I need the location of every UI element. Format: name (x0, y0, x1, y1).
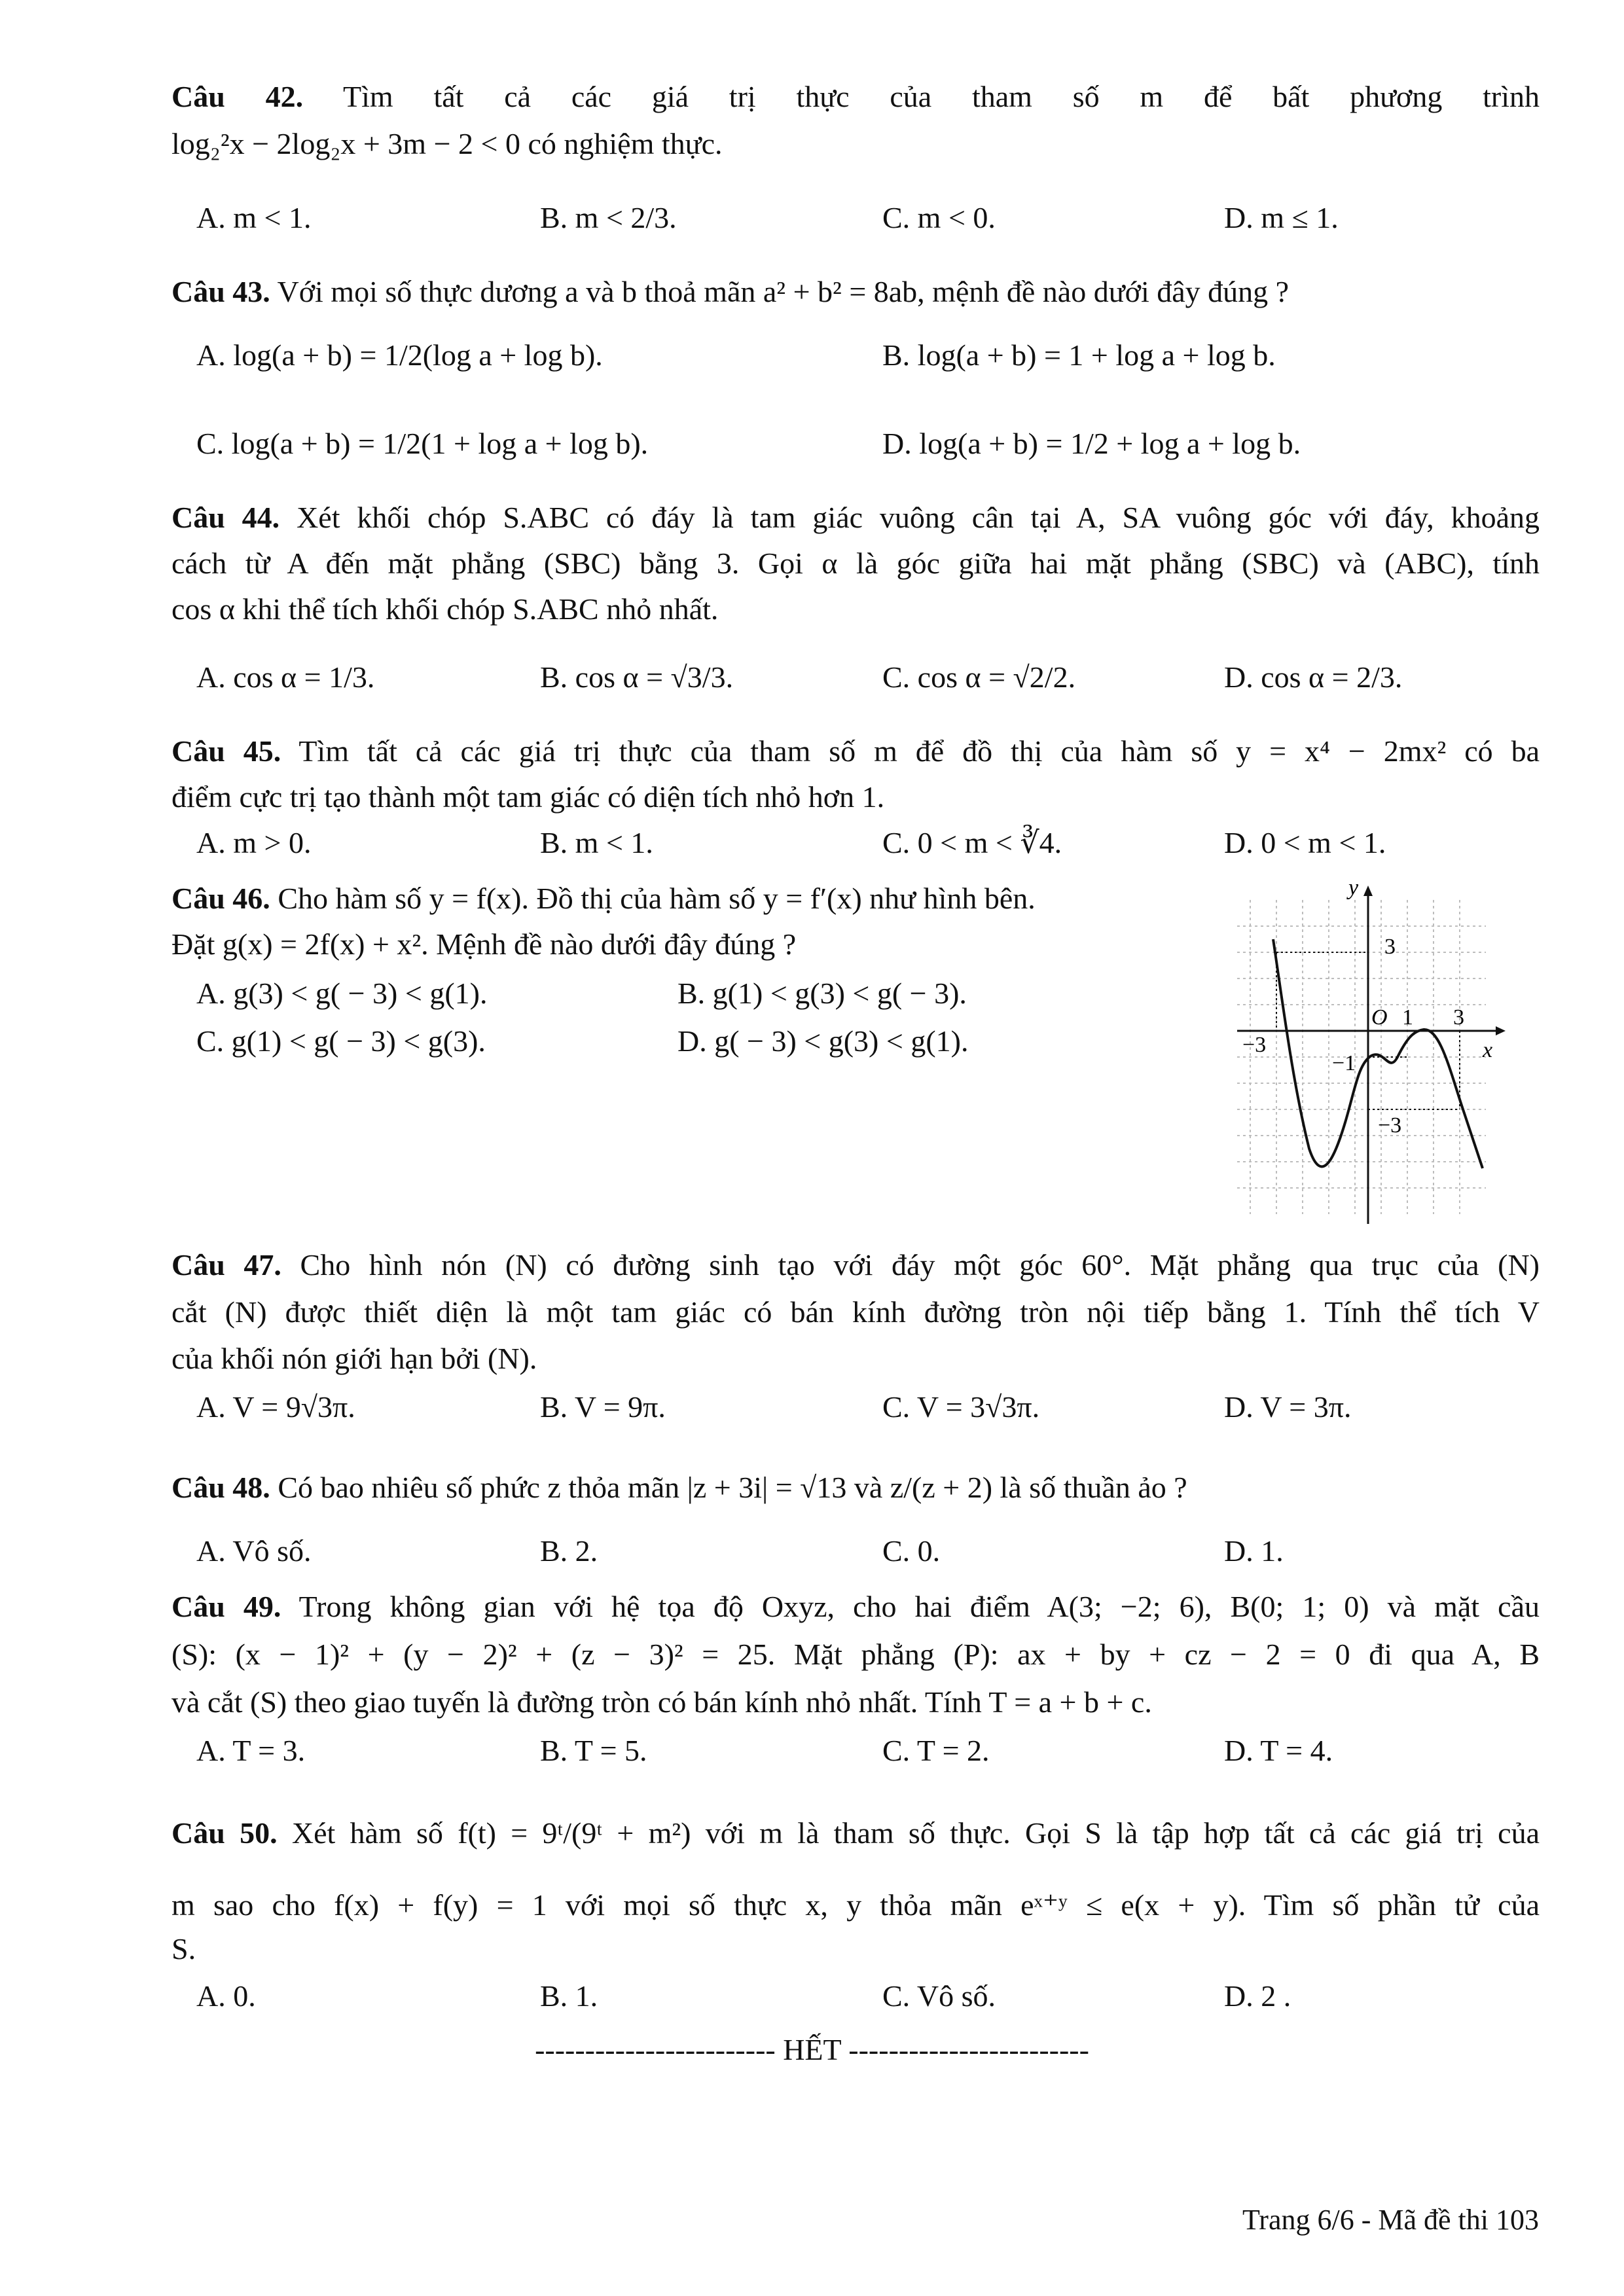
q45-option-a: A. m > 0. (196, 826, 312, 859)
q45-option-d: D. 0 < m < 1. (1224, 826, 1386, 859)
question-47-line2: cắt (N) được thiết diện là một tam giác có bán kính đường tròn nội tiếp bằng 1. Tính thể tích V (171, 1295, 1540, 1329)
question-44-text: Xét khối chóp S.ABC có đáy là tam giác vuông cân tại A, SA vuông góc với đáy, khoảng (297, 501, 1540, 534)
question-44-line2: cách từ A đến mặt phẳng (SBC) bằng 3. Gọi α là góc giữa hai mặt phẳng (SBC) và (ABC), tính (171, 547, 1540, 580)
question-46-line2: Đặt g(x) = 2f(x) + x². Mệnh đề nào dưới đây đúng ? (171, 927, 797, 961)
q43-option-a: A. log(a + b) = 1/2(log a + log b). (196, 338, 603, 372)
y-axis-arrow-icon (1363, 886, 1373, 896)
question-45-label: Câu 45. (171, 734, 281, 768)
question-49-label: Câu 49. (171, 1590, 281, 1623)
question-49-line1 (171, 1588, 1540, 1625)
end-marker: ------------------------ HẾT ------------------------ (535, 2033, 1089, 2066)
q48-option-d: D. 1. (1224, 1534, 1284, 1568)
y-axis-label: y (1348, 876, 1359, 900)
question-42-line2: log₂²x − 2log₂x + 3m − 2 < 0 có nghiệm thực. (171, 127, 723, 160)
q49-option-b: B. T = 5. (540, 1734, 647, 1767)
question-49-line2: (S): (x − 1)² + (y − 2)² + (z − 3)² = 25. Mặt phẳng (P): ax + by + cz − 2 = 0 đi qua A, B (171, 1638, 1540, 1671)
q46-option-b: B. g(1) < g(3) < g( − 3). (677, 977, 967, 1010)
q50-option-c: C. Vô số. (882, 1979, 996, 2013)
q44-option-b: B. cos α = √3/3. (540, 660, 734, 694)
origin-label: O (1371, 1005, 1388, 1030)
q49-option-a: A. T = 3. (196, 1734, 306, 1767)
question-42-label: Câu 42. (171, 80, 304, 113)
q44-option-a: A. cos α = 1/3. (196, 660, 375, 694)
tick-x-3: 3 (1453, 1005, 1464, 1030)
q47-option-d: D. V = 3π. (1224, 1390, 1352, 1424)
question-45-text: Tìm tất cả các giá trị thực của tham số m để đồ thị của hàm số y = x⁴ − 2mx² có ba (298, 734, 1540, 768)
question-47-label: Câu 47. (171, 1248, 281, 1282)
page-footer: Trang 6/6 - Mã đề thi 103 (1242, 2204, 1539, 2236)
question-43-label: Câu 43. (171, 275, 270, 308)
q43-option-d: D. log(a + b) = 1/2 + log a + log b. (882, 427, 1301, 460)
q48-option-c: C. 0. (882, 1534, 941, 1568)
question-50-text: Xét hàm số f(t) = 9ᵗ/(9ᵗ + m²) với m là tham số thực. Gọi S là tập hợp tất cả các giá trị của (291, 1816, 1540, 1850)
question-50-line1 (171, 1815, 1540, 1852)
q47-option-a: A. V = 9√3π. (196, 1390, 355, 1424)
question-42-line1 (171, 79, 1540, 115)
q42-option-a: A. m < 1. (196, 201, 312, 234)
x-axis-arrow-icon (1496, 1026, 1506, 1035)
q50-option-d: D. 2 . (1224, 1979, 1291, 2013)
question-49-text: Trong không gian với hệ tọa độ Oxyz, cho hai điểm A(3; −2; 6), B(0; 1; 0) và mặt cầu (298, 1590, 1540, 1623)
question-44-line3: cos α khi thể tích khối chóp S.ABC nhỏ nhất. (171, 592, 719, 626)
q44-option-d: D. cos α = 2/3. (1224, 660, 1403, 694)
tick-y-3: 3 (1384, 935, 1396, 959)
question-46-text: Cho hàm số y = f(x). Đồ thị của hàm số y = f′(x) như hình bên. (278, 882, 1036, 915)
question-43-line1 (171, 274, 1289, 310)
q49-option-c: C. T = 2. (882, 1734, 990, 1767)
q48-option-a: A. Vô số. (196, 1534, 312, 1568)
derivative-graph (1237, 874, 1525, 1227)
q45-option-b: B. m < 1. (540, 826, 653, 859)
q50-option-a: A. 0. (196, 1979, 256, 2013)
question-48-text: Có bao nhiêu số phức z thỏa mãn |z + 3i| = √13 và z/(z + 2) là số thuần ảo ? (278, 1471, 1187, 1504)
question-45-line1 (171, 733, 1540, 770)
q43-option-b: B. log(a + b) = 1 + log a + log b. (882, 338, 1276, 372)
tick-x-1: 1 (1402, 1005, 1413, 1030)
question-49-line3: và cắt (S) theo giao tuyến là đường tròn có bán kính nhỏ nhất. Tính T = a + b + c. (171, 1685, 1152, 1719)
q42-option-c: C. m < 0. (882, 201, 996, 234)
q50-option-b: B. 1. (540, 1979, 598, 2013)
tick-y-neg3: −3 (1378, 1113, 1402, 1138)
q45-option-c: C. 0 < m < ∛4. (882, 826, 1062, 859)
q42-option-d: D. m ≤ 1. (1224, 201, 1339, 234)
q42-option-b: B. m < 2/3. (540, 201, 677, 234)
question-50-line2: m sao cho f(x) + f(y) = 1 với mọi số thực x, y thỏa mãn eˣ⁺ʸ ≤ e(x + y). Tìm số phần tử của (171, 1888, 1540, 1922)
tick-x-neg3: −3 (1242, 1033, 1267, 1057)
question-47-line1 (171, 1247, 1540, 1283)
question-50-label: Câu 50. (171, 1816, 278, 1850)
question-45-line2: điểm cực trị tạo thành một tam giác có diện tích nhỏ hơn 1. (171, 780, 885, 814)
question-47-text: Cho hình nón (N) có đường sinh tạo với đáy một góc 60°. Mặt phẳng qua trục của (N) (300, 1248, 1540, 1282)
question-46-label: Câu 46. (171, 882, 270, 915)
question-43-text: Với mọi số thực dương a và b thoả mãn a² + b² = 8ab, mệnh đề nào dưới đây đúng ? (277, 275, 1290, 308)
q46-option-d: D. g( − 3) < g(3) < g(1). (677, 1024, 969, 1058)
question-44-label: Câu 44. (171, 501, 280, 534)
question-44-line1 (171, 499, 1540, 536)
question-42-text: Tìm tất cả các giá trị thực của tham số m để bất phương trình (343, 80, 1540, 113)
q43-option-c: C. log(a + b) = 1/2(1 + log a + log b). (196, 427, 649, 460)
q46-option-c: C. g(1) < g( − 3) < g(3). (196, 1024, 486, 1058)
tick-y-neg1: −1 (1332, 1051, 1356, 1075)
question-46-line1 (171, 880, 1036, 917)
q48-option-b: B. 2. (540, 1534, 598, 1568)
q47-option-b: B. V = 9π. (540, 1390, 666, 1424)
question-48-label: Câu 48. (171, 1471, 270, 1504)
x-axis-label: x (1483, 1038, 1493, 1062)
question-48-line1 (171, 1469, 1187, 1506)
q47-option-c: C. V = 3√3π. (882, 1390, 1040, 1424)
q49-option-d: D. T = 4. (1224, 1734, 1333, 1767)
question-47-line3: của khối nón giới hạn bởi (N). (171, 1342, 537, 1375)
question-50-line3: S. (171, 1932, 196, 1965)
q44-option-c: C. cos α = √2/2. (882, 660, 1076, 694)
q46-option-a: A. g(3) < g( − 3) < g(1). (196, 977, 488, 1010)
